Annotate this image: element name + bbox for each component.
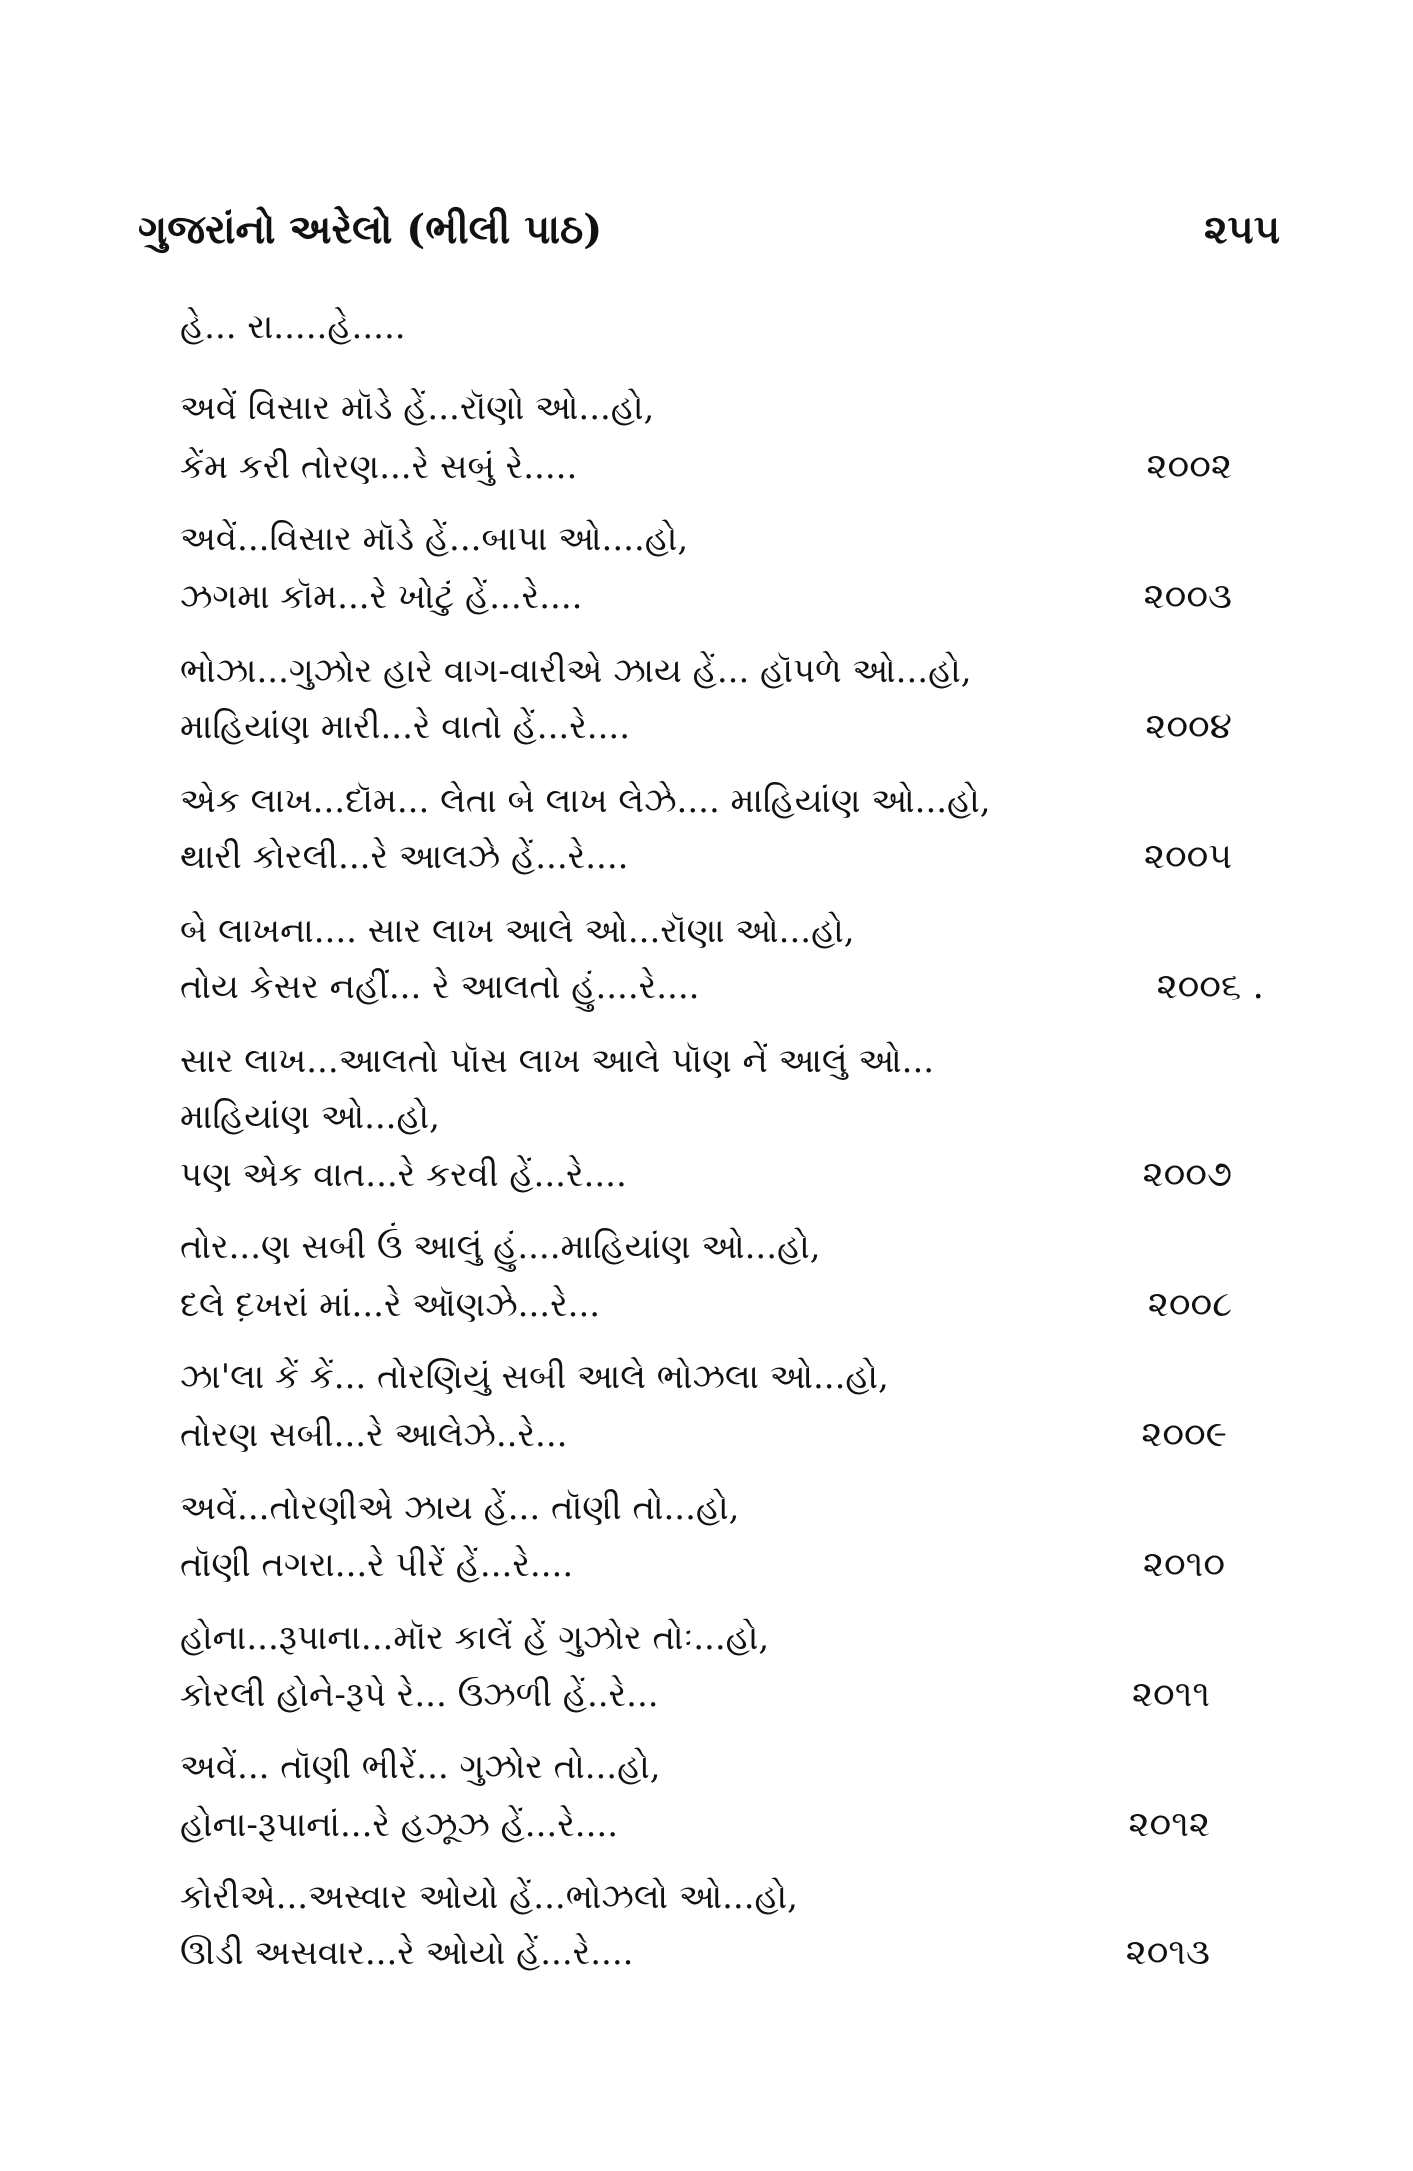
verse-number: ૨૦૦૯ xyxy=(1141,1414,1227,1455)
verse-line: અવેં...વિસાર મૉડે હેં...બાપા ઓ....હો, xyxy=(180,519,689,559)
page-number: ૨૫૫ xyxy=(1203,206,1280,253)
verse-number: ૨૦૧૦ xyxy=(1142,1544,1225,1585)
verse-line: અવેં...તોરણીએ ઝાય હેં... તૉણી તો...હો, xyxy=(180,1488,740,1528)
verse-line: ઝા'લા કેં કેં... તોરણિયું સબી આલે ભોઝલા ઓ...હો, xyxy=(180,1357,889,1397)
verse-number: ૨૦૦૩ xyxy=(1143,576,1232,617)
verse-line: તોર...ણ સબી ઉં આલું હું....માહિયાંણ ઓ...હો, xyxy=(180,1227,821,1267)
verse-number: ૨૦૦૭ xyxy=(1142,1154,1232,1195)
verse-number: ૨૦૧૨ xyxy=(1128,1804,1210,1845)
verse-line: માહિયાંણ ઓ...હો, xyxy=(180,1097,440,1137)
verse-line: અવેં... તૉણી ભીરેં... ગુઝોર તો...હો, xyxy=(180,1747,661,1787)
verse-line: સાર લાખ...આલતો પૉસ લાખ આલે પૉણ નેં આલું ઓ... xyxy=(180,1041,935,1081)
intro-line: હે... રા.....હે..... xyxy=(180,307,406,347)
verse-number: ૨૦૦૬ . xyxy=(1156,966,1264,1007)
verse-line: કોરીએ...અસ્વાર ઓયો હેં...ભોઝલો ઓ...હો, xyxy=(180,1877,798,1917)
verse-number: ૨૦૦૮ xyxy=(1147,1284,1232,1325)
verse-line: થારી કોરલી...રે આલઝે હેં...રે.... xyxy=(180,837,629,877)
verse-number: ૨૦૦૫ xyxy=(1143,836,1232,877)
verse-line: બે લાખના.... સાર લાખ આલે ઓ...રૉણા ઓ...હો, xyxy=(180,911,855,951)
verse-number: ૨૦૧૩ xyxy=(1125,1932,1210,1973)
verse-line: કેંમ કરી તોરણ...રે સબું રે..... xyxy=(180,447,578,487)
verse-number: ૨૦૦૨ xyxy=(1146,446,1232,487)
verse-line: તૉણી તગરા...રે પીરેં હેં...રે.... xyxy=(180,1545,574,1585)
verse-line: દલે દ઼ખરાં માં...રે ઑણઝે...રે... xyxy=(180,1285,601,1325)
verse-number: ૨૦૦૪ xyxy=(1145,706,1232,747)
verse-line: એક લાખ...દૉમ... લેતા બે લાખ લેઝે.... માહિયાંણ ઓ...હો, xyxy=(180,781,991,821)
running-title: ગુજરાંનો અરેલો (ભીલી પાઠ) xyxy=(138,206,603,253)
verse-line: પણ એક વાત...રે કરવી હેં...રે.... xyxy=(180,1155,627,1195)
verse-line: તોરણ સબી...રે આલેઝે..રે... xyxy=(180,1415,568,1455)
verse-number: ૨૦૧૧ xyxy=(1131,1674,1210,1715)
verse-line: માહિયાંણ મારી...રે વાતો હેં...રે.... xyxy=(180,707,631,747)
verse-line: હોના...રૂપાના...મૉર કાલેં હેં ગુઝોર તોઃ...હો, xyxy=(180,1618,770,1658)
verse-line: ઊડી અસવાર...રે ઓયો હેં...રે.... xyxy=(180,1933,634,1973)
verse-line: અવેં વિસાર મૉડે હેં...રૉણો ઓ...હો, xyxy=(180,388,655,428)
verse-line: ઝગમા કૉમ...રે ખોટું હેં...રે.... xyxy=(180,577,583,617)
verse-line: કોરલી હોને-રૂપે રે... ઉઝળી હેં..રે... xyxy=(180,1675,659,1715)
verse-line: હોના-રૂપાનાં...રે હઝૂઝ હેં...રે.... xyxy=(180,1805,619,1845)
verse-line: તોય કેસર નહીં... રે આલતો હું....રે.... xyxy=(180,967,700,1007)
verse-line: ભોઝા...ગુઝોર હારે વાગ-વારીએ ઝાય હેં... હૉપળે ઓ...હો, xyxy=(180,651,972,691)
